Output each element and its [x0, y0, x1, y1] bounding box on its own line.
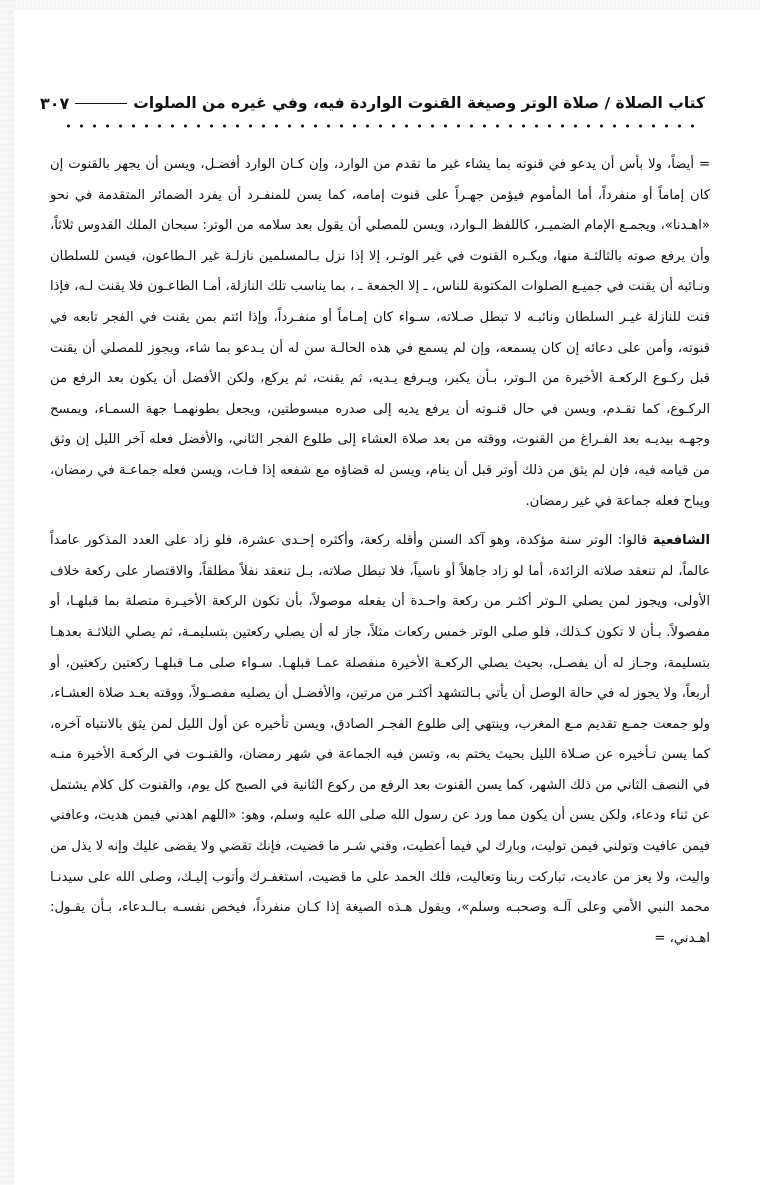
header-title: كتاب الصلاة / صلاة الوتر وصيغة القنوت الواردة فيه، وفي غيره من الصلوات: [133, 94, 705, 112]
body-text: [50, 150, 710, 954]
scan-edge-top: [14, 0, 760, 10]
paragraph-continuation: = أيضاً، ولا بأس أن يدعو في قنوته بما يشاء غير ما تقدم من الوارد، وإن كـان الوارد أفضـل، ويسن أن يجهر بالقنوت إن كان إماماً أو منفرداً، أما المأموم فيؤمن جهـراً على قنوت إمامه، كما يسن للمنفـرد أن يفرد الضمائر المتقدمة في نحو «اهـدنا»، ويجمـع الإمام الضميـر، كاللفظ الـوارد، ويسن للمصلي أن يقول بعد سلامه من الوتر: سبحان الملك القدوس ثلاثاً، وأن يرفع صوته بالثالثـة منها، ويكـره القنوت في غير الوتـر، إلا إذا نزل بـالمسلمين نازلـة غير الـطاعون، فيسن للسلطان ونـائبه أن يقنت في جميـع الصلوات المكتوبة للناس، ـ إلا الجمعة ـ ، بما يناسب تلك النازلة، أمـا الطاعـون فلا يقنت لـه، فإذا قنت للنازلة غيـر السلطان ونائبـه لا تبطل صـلاته، سـواء كان إمـاماً أو منفـرداً، وإذا ائتم بمن يقنت في الفجر تابعه في قنوته، وأمن على دعائه إن كان يسمعه، وإن لم يسمع في هذه الحالـة سن له أن يـدعو بما شاء، ويجوز للمصلي أن يقنت قبل ركـوع الركعـة الأخيرة من الـوتر، بـأن يكبر، ويـرفع يـديه، ثم يقنت، ثم يركع، ولكن الأفضل أن يكون بعد الرفع من الركـوع، كما تقـدم، ويسن في حال قنـوته أن يرفع يديه إلى صدره مبسوطتين، ويجعل بطونهمـا جهة السمـاء، ويمسح وجهـه بيديـه بعد الفـراغ من القنوت، ووقته من بعد صلاة العشاء إلى طلوع الفجر الثاني، والأفضل فعله آخر الليل إن وثق من قيامه فيه، فإن لم يثق من ذلك أوتر قبل أن ينام، ويسن له قضاؤه مع شفعه إذا فـات، ويسن فعله جماعـة في رمضان، ويباح فعله جماعة في غير رمضان.: [50, 157, 710, 509]
running-header: [40, 86, 705, 120]
paragraph-gap: [50, 517, 710, 526]
header-rule: [75, 103, 127, 104]
paragraph-shafiiya: [50, 526, 710, 954]
scan-edge-left: [0, 0, 14, 1185]
dotted-divider: [62, 121, 698, 131]
paragraph-shafiiya-text: قالوا: الوتر سنة مؤكدة، وهو آكد السنن وأقله ركعة، وأكثره إحـدى عشرة، فلو زاد على العدد المذكور عامداً عالماً، لم تنعقد صلاته الزائدة، أما لو زاد جاهلاً أو ناسياً، فلا تبطل صلاته، بـل تنعقد نفلاً مطلقاً، والاقتصار على ركعة خلاف الأولى، ويجوز لمن يصلي الـوتر أكثـر من ركعة واحـدة أن يفعله موصولاً، بأن تكون الركعة الأخيـرة متصلة بما قبلهـا، أو مفصولاً. بـأن لا تكون كـذلك، فلو صلى الوتر خمس ركعات مثلاً، جاز له أن يصلي ركعتين بتسليمـة، ثم يصلي الثلاثـة بعدهـا بتسليمة، وجـاز له أن يفصـل، بحيث يصلي الركعـة الأخيرة منفصلة عمـا قبلهـا. سـواء صلى مـا قبلهـا ركعتين ركعتين، أو أربعاً، ولا يجوز له في حالة الوصل أن يأتي بـالتشهد أكثـر من مرتين، والأفضـل أن يصليه مفصـولاً، ووقته بعـد صلاة العشـاء، ولو جمعت جمـع تقديم مـع المغرب، وينتهي إلى طلوع الفجـر الصادق، ويسن تأخيره عن أول الليل لمن يثق بالانتباه آخره، كما يسن تـأخيره عن صـلاة الليل بحيث يختم به، وتسن فيه الجماعة في شهر رمضان، والقنـوت في الركعـة الأخيرة منـه في النصف الثاني من ذلك الشهر، كما يسن القنوت بعد الرفع من ركوع الثانية في الصبح كل يوم، والقنوت كل كلام يشتمل عن ثناء ودعاء، ولكن يسن أن يكون مما ورد عن رسول الله صلى الله عليه وسلم، وهو: «اللهم اهدني فيمن هديت، وعافني فيمن عافيت وتولني فيمن توليت، وبارك لي فيما أعطيت، وقني شـر ما قضيت، فإنك تقضي ولا يقضى عليك وإنه لا يذل من واليت، ولا يعز من عاديت، تباركت ربنا وتعاليت، فلك الحمد على ما قضيت، استغفـرك وأتوب إليـك، وصلى الله على سيدنـا محمد النبي الأمي وعلى آلـه وصحبـه وسلم»، ويقول هـذه الصيغة إذا كـان منفرداً، فيخص نفسـه بـالـدعاء، بـأن يقـول: اهـدني، =: [50, 533, 710, 946]
school-name-shafiiya: الشافعية: [652, 533, 710, 549]
page-number: ٣٠٧: [40, 93, 70, 113]
